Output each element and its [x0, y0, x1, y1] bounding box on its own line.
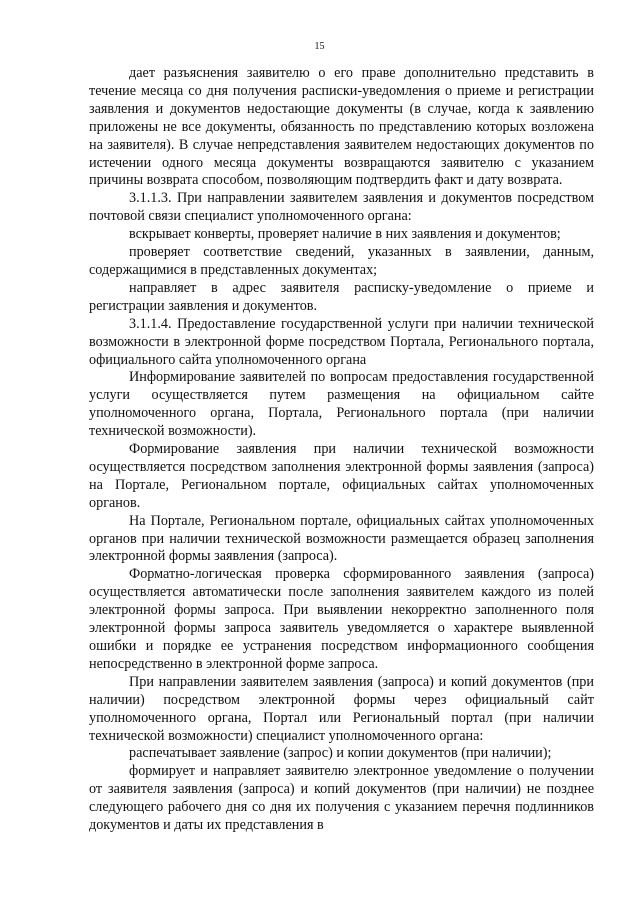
body-text [89, 65, 594, 835]
paragraph: Информирование заявителей по вопросам предоставления государственной услуги осуществляется путем размещения на официальном сайте уполномоченного органа, Портала, Регионального портала (при наличии технической возможности). [89, 369, 594, 440]
paragraph: распечатывает заявление (запрос) и копии документов (при наличии); [129, 745, 552, 762]
paragraph: дает разъяснения заявителю о его праве дополнительно представить в течение месяца со дня получения расписки-уведомления о приеме и регистрации заявления и документов недостающие документы (в случае, когда к заявлению приложены не все документы, обязанность по представлению которых возложена на заявителя). В случае непредставления заявителем недостающих документов по истечении одного месяца документы возвращаются заявителю с указанием причины возврата способом, позволяющим подтвердить факт и дату возврата. [89, 65, 594, 189]
paragraph: 3.1.1.4. Предоставление государственной услуги при наличии технической возможности в электронной форме посредством Портала, Регионального портала, официального сайта уполномоченного органа [89, 315, 594, 368]
paragraph: Форматно-логическая проверка сформированного заявления (запроса) осуществляется автоматически после заполнения заявителем каждого из полей электронной формы запроса. При выявлении некорректно заполненного поля электронной формы запроса заявитель уведомляется о характере выявленной ошибки и порядке ее устранения посредством информационного сообщения непосредственно в электронной форме запроса. [89, 566, 594, 672]
paragraph: 3.1.1.3. При направлении заявителем заявления и документов посредством почтовой связи специалист уполномоченного органа: [89, 190, 594, 225]
paragraph: проверяет соответствие сведений, указанных в заявлении, данным, содержащимися в представленных документах; [89, 244, 594, 278]
paragraph: вскрывает конверты, проверяет наличие в них заявления и документов; [129, 226, 561, 243]
paragraph: На Портале, Региональном портале, официальных сайтах уполномоченных органов при наличии технической возможности размещается образец заполнения электронной формы заявления (запроса). [89, 512, 594, 565]
page-number: 15 [314, 41, 325, 52]
paragraph: Формирование заявления при наличии технической возможности осуществляется посредством заполнения электронной формы заявления (запроса) на Портале, Региональном портале, официальных сайтах уполномоченных органов. [89, 441, 594, 511]
paragraph: направляет в адрес заявителя расписку-уведомление о приеме и регистрации заявления и документов. [89, 279, 594, 314]
paragraph: При направлении заявителем заявления (запроса) и копий документов (при наличии) посредством электронной формы через официальный сайт уполномоченного органа, Портал или Региональный портал (при наличии технической возможности) специалист уполномоченного органа: [89, 673, 594, 744]
paragraph: формирует и направляет заявителю электронное уведомление о получении от заявителя заявления (запроса) и копий документов (при наличии) не позднее следующего рабочего дня со дня их получения с указанием перечня подлинников документов и даты их представления в [89, 763, 594, 834]
